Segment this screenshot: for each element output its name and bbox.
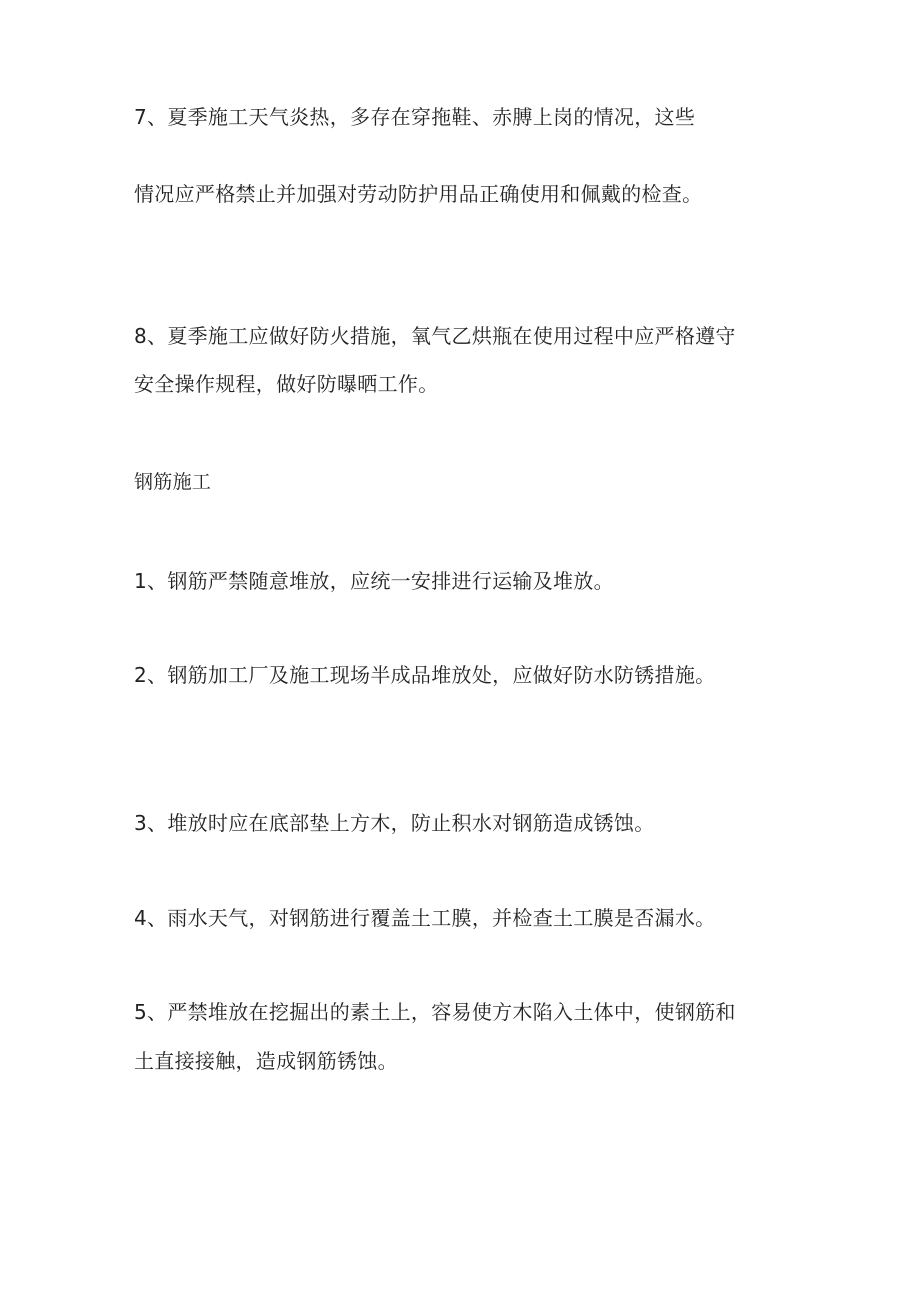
- item-8-line-2: 安全操作规程，做好防曝晒工作。: [134, 372, 439, 396]
- item-8-line-1: 8、夏季施工应做好防火措施，氧气乙烘瓶在使用过程中应严格遵守: [134, 324, 736, 348]
- rebar-item-5-line-2: 土直接接触，造成钢筋锈蚀。: [134, 1049, 398, 1073]
- rebar-item-5-line-1: 5、严禁堆放在挖掘出的素土上，容易使方木陷入土体中，使钢筋和: [134, 1000, 736, 1024]
- item-7-line-1: 7、夏季施工天气炎热，多存在穿拖鞋、赤膊上岗的情况，这些: [134, 105, 696, 129]
- rebar-item-2: 2、钢筋加工厂及施工现场半成品堆放处，应做好防水防锈措施。: [134, 663, 716, 687]
- rebar-item-3: 3、堆放时应在底部垫上方木，防止积水对钢筋造成锈蚀。: [134, 811, 655, 835]
- item-7-line-2: 情况应严格禁止并加强对劳动防护用品正确使用和佩戴的检查。: [134, 182, 703, 206]
- section-title: 钢筋施工: [134, 471, 212, 493]
- rebar-item-4: 4、雨水天气，对钢筋进行覆盖土工膜，并检查土工膜是否漏水。: [134, 906, 716, 930]
- rebar-item-1: 1、钢筋严禁随意堆放，应统一安排进行运输及堆放。: [134, 569, 614, 593]
